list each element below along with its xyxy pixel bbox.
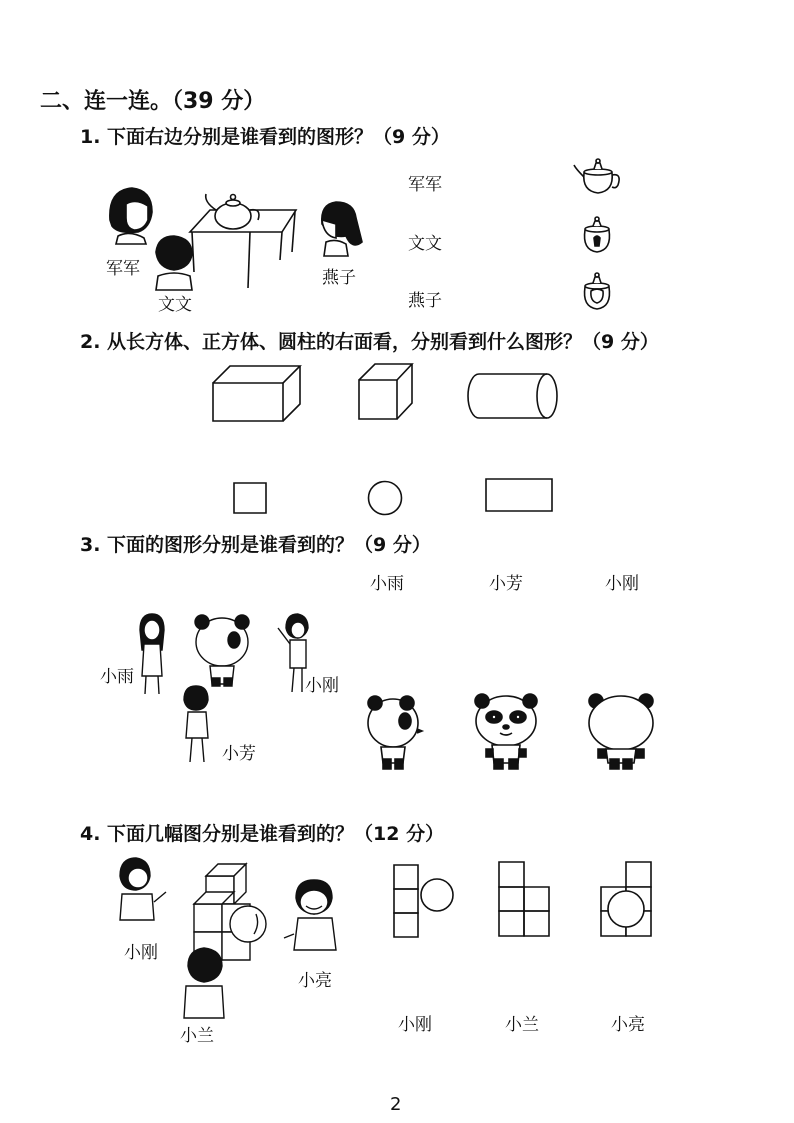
q4-bottom-name-xiaogang: 小刚 [398, 1015, 432, 1035]
q3-top-name-xiaoyu: 小雨 [370, 574, 404, 594]
answer-square-shape [233, 482, 267, 514]
teapot-front-view-icon [580, 216, 614, 256]
girl-xiaofang-illustration [184, 686, 208, 762]
q4-view-2-shape [498, 861, 550, 937]
stacked-cubes-illustration [194, 864, 266, 960]
boy-xiaoliang-illustration [284, 880, 336, 950]
q3-scene-label-xiaogang: 小刚 [305, 676, 339, 696]
question-3-prompt: 3. 下面的图形分别是谁看到的？（9 分） [80, 534, 431, 556]
panda-back-view-icon [584, 693, 658, 771]
q4-scene-label-xiaolan: 小兰 [180, 1026, 214, 1046]
panda-side-view-icon [365, 695, 425, 771]
panda-front-view-icon [470, 693, 542, 771]
q1-scene [100, 180, 380, 310]
q1-scene-label-junjun: 军军 [106, 259, 140, 279]
page-number: 2 [390, 1094, 402, 1115]
q4-view-1-shape [393, 864, 463, 938]
q1-scene-label-wenwen: 文文 [158, 295, 192, 315]
q3-scene-label-xiaoyu: 小雨 [100, 667, 134, 687]
teapot-side-view-icon [572, 155, 624, 197]
teapot-back-view-icon [580, 271, 614, 313]
girl-xiaolan-illustration [184, 948, 224, 1018]
boy-xiaogang-q4-illustration [120, 858, 166, 920]
cuboid-shape [212, 365, 302, 423]
q1-option-wenwen: 文文 [408, 234, 442, 254]
question-1-prompt: 1. 下面右边分别是谁看到的图形？（9 分） [80, 126, 450, 148]
question-2-prompt: 2. 从长方体、正方体、圆柱的右面看，分别看到什么图形？（9 分） [80, 331, 659, 353]
girl-xiaoyu-illustration [140, 614, 164, 694]
q3-scene-label-xiaofang: 小芳 [222, 744, 256, 764]
cylinder-shape [467, 373, 559, 419]
q1-option-yanzi: 燕子 [408, 291, 442, 311]
q3-top-name-xiaogang: 小刚 [605, 574, 639, 594]
q1-scene-label-yanzi: 燕子 [322, 268, 356, 288]
question-4-prompt: 4. 下面几幅图分别是谁看到的？（12 分） [80, 823, 445, 845]
answer-circle-shape [367, 480, 403, 516]
boy-junjun-illustration [110, 188, 152, 244]
q1-option-junjun: 军军 [408, 175, 442, 195]
answer-rectangle-shape [485, 478, 553, 512]
boy-xiaogang-illustration [278, 614, 308, 692]
cube-shape [358, 363, 414, 421]
boy-wenwen-illustration [156, 236, 192, 290]
q4-scene-label-xiaogang: 小刚 [124, 943, 158, 963]
section-title: 二、连一连。（39 分） [40, 89, 266, 114]
panda-illustration [195, 615, 249, 686]
q3-top-name-xiaofang: 小芳 [489, 574, 523, 594]
q4-scene-label-xiaoliang: 小亮 [298, 971, 332, 991]
girl-yanzi-illustration [322, 202, 362, 256]
q4-bottom-name-xiaolan: 小兰 [505, 1015, 539, 1035]
q4-view-3-shape [600, 861, 652, 937]
q4-bottom-name-xiaoliang: 小亮 [611, 1015, 645, 1035]
